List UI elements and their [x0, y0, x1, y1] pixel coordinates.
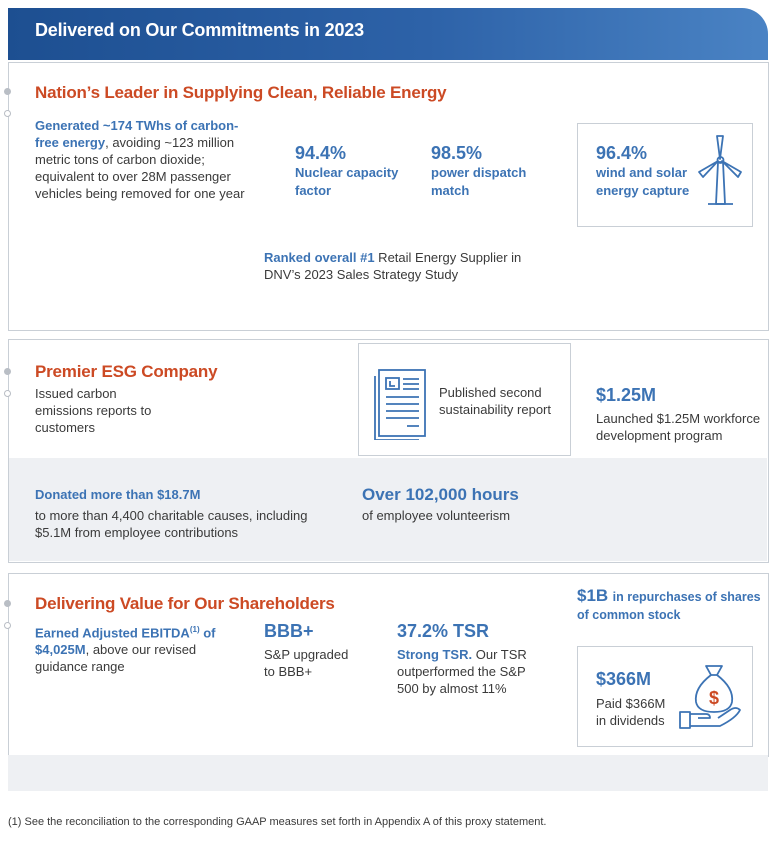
- ebitda-highlight-a: Earned Adjusted EBITDA: [35, 625, 190, 641]
- dispatch-label: power dispatch match: [431, 165, 527, 198]
- bullet-dot: [4, 368, 11, 375]
- volunteer-hours-value: Over 102,000 hours: [362, 485, 519, 504]
- ebitda-text: [35, 621, 230, 675]
- bullet-dot-hollow: [4, 110, 11, 117]
- dividend-value: $366M: [596, 669, 652, 689]
- ebitda-detail: , above our revised guidance range: [35, 642, 197, 675]
- published-report-text: Published second sustainability report: [439, 385, 551, 417]
- ranked-text: [264, 249, 524, 283]
- ranked-detail: Retail Energy Supplier in DNV’s 2023 Sales Strategy Study: [264, 250, 522, 282]
- workforce-text: Launched $1.25M workforce development program: [596, 411, 761, 443]
- tsr-highlight: Strong TSR.: [397, 647, 473, 662]
- issued-reports-text: Issued carbon emissions reports to customers: [35, 386, 152, 435]
- wind-turbine-icon: [696, 132, 746, 210]
- wind-label: wind and solar energy capture: [596, 165, 690, 198]
- generated-text: [35, 117, 250, 202]
- section-title-esg: Premier ESG Company: [35, 362, 218, 381]
- report-document-icon: [373, 366, 429, 440]
- dispatch-value: 98.5%: [431, 143, 483, 163]
- ebitda-footnote-ref: (1): [189, 625, 200, 634]
- volunteer-hours-text: of employee volunteerism: [362, 508, 511, 523]
- generated-detail: , avoiding ~123 million metric tons of carbon dioxide; equivalent to over 28M passenger vehicles being removed for one year: [35, 135, 245, 201]
- repurchase-value: $1B: [577, 586, 609, 605]
- tsr-text: [397, 646, 547, 697]
- ebitda-highlight-b: of $4,025M: [35, 625, 216, 658]
- tsr-detail: Our TSR outperformed the S&P 500 by almost 11%: [397, 647, 527, 696]
- nuclear-value: 94.4%: [295, 143, 347, 163]
- dividend-text: Paid $366M in dividends: [596, 696, 666, 728]
- rating-text: S&P upgraded to BBB+: [264, 647, 349, 679]
- repurchase-label: in repurchases of shares of common stock: [577, 590, 761, 622]
- svg-text:$: $: [708, 688, 720, 708]
- nuclear-label: Nuclear capacity factor: [295, 165, 399, 198]
- bullet-dot-hollow: [4, 622, 11, 629]
- section-title-shareholders: Delivering Value for Our Shareholders: [35, 594, 335, 613]
- bullet-dot-hollow: [4, 390, 11, 397]
- donated-text: to more than 4,400 charitable causes, including $5.1M from employee contributions: [35, 508, 308, 540]
- section-title-clean-energy: Nation’s Leader in Supplying Clean, Reliable Energy: [35, 83, 447, 102]
- ranked-highlight: Ranked overall #1: [264, 250, 375, 265]
- donated-highlight: Donated more than $18.7M: [35, 487, 201, 502]
- workforce-value: $1.25M: [596, 385, 657, 405]
- bullet-dot: [4, 600, 11, 607]
- shareholders-gray-footer: [8, 755, 768, 791]
- repurchase-block: [577, 587, 762, 624]
- money-bag-hand-icon: [676, 662, 744, 730]
- tsr-value: 37.2% TSR: [397, 621, 490, 641]
- rating-value: BBB+: [264, 621, 314, 641]
- wind-value: 96.4%: [596, 143, 648, 163]
- bullet-dot: [4, 88, 11, 95]
- footnote: (1) See the reconciliation to the corresponding GAAP measures set forth in Appendix A of this proxy statement.: [8, 816, 547, 828]
- generated-highlight: Generated ~174 TWhs of carbon-free energy: [35, 118, 239, 150]
- page-title: Delivered on Our Commitments in 2023: [35, 20, 364, 40]
